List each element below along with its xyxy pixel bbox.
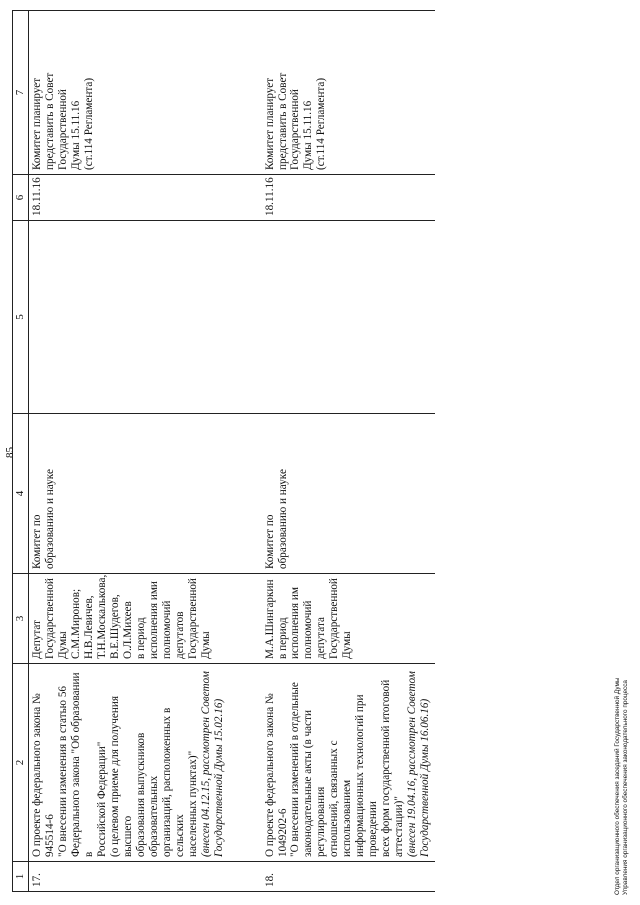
bill-title-line: законодательные акты (в части регулирования bbox=[302, 710, 328, 857]
author-line: М.А.Шингаркин bbox=[263, 579, 276, 659]
committee-line: образованию и науке bbox=[43, 469, 56, 569]
author-line: Т.Н.Москалькова, bbox=[95, 574, 108, 659]
plan-line: (ст.114 Регламента) bbox=[315, 77, 328, 170]
col-header-1: 1 bbox=[13, 862, 29, 892]
footer-line: Отдел организационного обеспечения заседаний Государственной Думы bbox=[614, 677, 621, 895]
plan-cell bbox=[262, 11, 436, 175]
bill-title-line: населенных пунктах)" bbox=[186, 750, 199, 857]
table-body bbox=[28, 11, 435, 892]
gap-cell bbox=[229, 221, 262, 414]
bill-title-line: информационных технологий при проведении bbox=[354, 694, 380, 857]
author-line: Государственной bbox=[328, 578, 341, 659]
plan-line: Государственной bbox=[289, 89, 302, 170]
plan-line: (ст.114 Регламента) bbox=[82, 77, 95, 170]
bill-title-line: Российской Федерации" bbox=[95, 741, 108, 857]
author-line: депутатов bbox=[173, 611, 186, 659]
col-header-3: 3 bbox=[13, 574, 29, 664]
bill-title-line: "О внесении изменений в отдельные bbox=[289, 682, 302, 857]
author-line: Н.В.Левичев, bbox=[82, 595, 95, 659]
plan-line: представить в Совет bbox=[276, 72, 289, 170]
committee-line: Комитет по bbox=[263, 514, 276, 569]
bill-note-line: Государственной Думы 15.02.16) bbox=[212, 698, 225, 857]
bill-note-line: (внесен 19.04.16, рассмотрен Советом bbox=[406, 671, 419, 857]
bill-note-line: (внесен 04.12.15, рассмотрен Советом bbox=[199, 671, 212, 857]
plan-line: представить в Совет bbox=[43, 72, 56, 170]
author-line: в период bbox=[276, 617, 289, 659]
committee-cell bbox=[262, 414, 436, 574]
bill-title-line: всех форм государственной итоговой bbox=[380, 679, 393, 857]
author-line: Думы bbox=[56, 631, 69, 659]
gap-cell bbox=[229, 862, 262, 892]
plan-line: Комитет планирует bbox=[30, 77, 43, 170]
author-line: исполнения им bbox=[289, 587, 302, 659]
author-line: полномочий bbox=[160, 600, 173, 659]
col-header-5: 5 bbox=[13, 221, 29, 414]
plan-line: Государственной bbox=[56, 89, 69, 170]
author-line: Думы bbox=[341, 631, 354, 659]
bill-title-line: "О внесении изменения в статью 56 bbox=[56, 685, 69, 857]
author-line: Государственной bbox=[186, 578, 199, 659]
gap-cell bbox=[229, 574, 262, 664]
col-header-6: 6 bbox=[13, 175, 29, 221]
date-cell: 18.11.16 bbox=[262, 175, 436, 221]
author-line: исполнения ими bbox=[147, 581, 160, 659]
author-line: Государственной bbox=[43, 578, 56, 659]
table-row bbox=[262, 11, 436, 892]
bill-title-line: Федерального закона "Об образовании в bbox=[69, 672, 95, 857]
row-gap bbox=[229, 11, 262, 892]
gap-cell bbox=[229, 414, 262, 574]
bill-title-line: организаций, расположенных в сельских bbox=[160, 707, 186, 857]
bills-table bbox=[12, 10, 435, 892]
author-line: В.Е.Шудегов, bbox=[108, 594, 121, 659]
gap-cell bbox=[229, 11, 262, 175]
row-number-cell: 18. bbox=[262, 862, 436, 892]
plan-line: Думы 15.11.16 bbox=[302, 100, 315, 170]
author-line: депутата bbox=[315, 617, 328, 659]
row-number-cell: 17. bbox=[28, 862, 228, 892]
committee-line: Комитет по bbox=[30, 514, 43, 569]
bill-note-line: Государственной Думы 16.06.16) bbox=[419, 698, 432, 857]
bill-title-cell bbox=[28, 664, 228, 862]
bill-title-line: аттестации)" bbox=[393, 796, 406, 857]
col-header-7: 7 bbox=[13, 11, 29, 175]
plan-line: Комитет планирует bbox=[263, 77, 276, 170]
author-cell bbox=[262, 574, 436, 664]
gap-cell bbox=[229, 664, 262, 862]
col5-cell bbox=[262, 221, 436, 414]
date-cell: 18.11.16 bbox=[28, 175, 228, 221]
author-line: Думы bbox=[199, 631, 212, 659]
author-line: полномочий bbox=[302, 600, 315, 659]
col5-cell bbox=[28, 221, 228, 414]
gap-cell bbox=[229, 175, 262, 221]
author-line: С.М.Миронов; bbox=[69, 588, 82, 659]
table-row bbox=[28, 11, 228, 892]
bill-title-line: О проекте федерального закона № 945514-6 bbox=[30, 693, 56, 857]
author-line: в период bbox=[134, 617, 147, 659]
committee-cell bbox=[28, 414, 228, 574]
bill-title-line: О проекте федерального закона № 1049202-6 bbox=[263, 693, 289, 857]
bill-title-cell bbox=[262, 664, 436, 862]
col-header-4: 4 bbox=[13, 414, 29, 574]
bill-title-line: отношений, связанных с использованием bbox=[328, 740, 354, 857]
bill-title-line: образования выпускников образовательных bbox=[134, 732, 160, 857]
author-line: О.Л.Михеев bbox=[121, 601, 134, 659]
header-row bbox=[13, 11, 29, 892]
plan-line: Думы 15.11.16 bbox=[69, 100, 82, 170]
author-line: Депутат bbox=[30, 620, 43, 659]
footer-line: Управления организационного обеспечения законодательного процесса bbox=[622, 680, 629, 895]
page-number: 85 bbox=[4, 447, 16, 458]
committee-line: образованию и науке bbox=[276, 469, 289, 569]
author-cell bbox=[28, 574, 228, 664]
footer bbox=[614, 678, 630, 896]
plan-cell bbox=[28, 11, 228, 175]
bill-title-line: (о целевом приеме для получения высшего bbox=[108, 696, 134, 857]
col-header-2: 2 bbox=[13, 664, 29, 862]
